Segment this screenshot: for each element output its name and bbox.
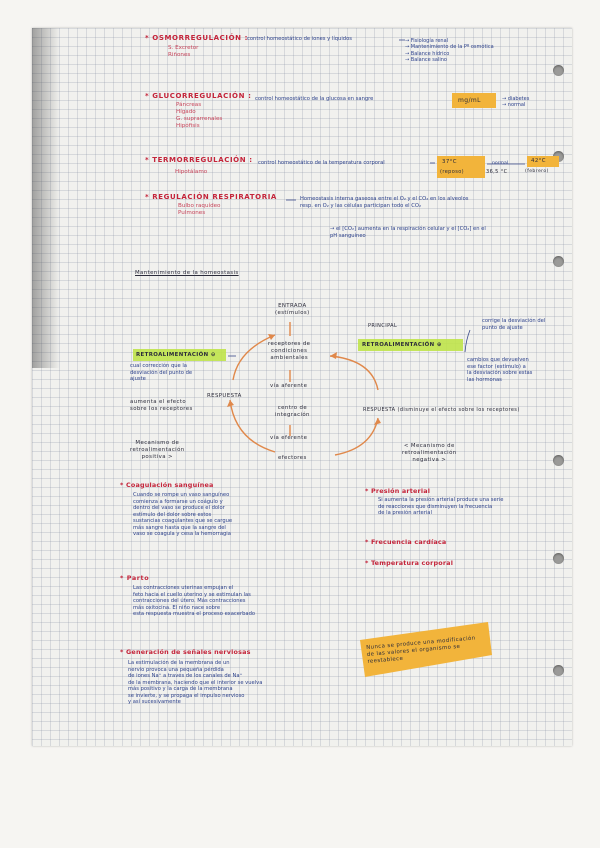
- diagram-efectores: efectores: [278, 455, 307, 461]
- termo-box2-note: (febrero): [525, 169, 549, 174]
- mantenimiento-title: Mantenimiento de la homeostasis: [135, 270, 239, 276]
- gluco-organs: Páncreas Hígado G. suprarrenales Hipófisis: [176, 102, 223, 129]
- gluco-desc: control homeostático de la glucosa en sangre: [255, 96, 374, 102]
- diagram-via-eferente: vía eferente: [270, 435, 308, 441]
- coagulacion-title: * Coagulación sanguínea: [120, 481, 214, 489]
- termo-arrow-label: normal: [492, 161, 509, 166]
- gluco-box-value: mg/mL: [458, 97, 481, 104]
- diagram-retro-pos: RETROALIMENTACIÓN ⊕: [362, 342, 442, 348]
- termo-box3-value: 42°C: [531, 158, 546, 164]
- termo-desc: control homeostático de la temperatura corporal: [258, 160, 385, 166]
- diagram-centro: centro de integración: [275, 405, 310, 418]
- termo-title: * TERMORREGULACIÓN :: [145, 156, 253, 164]
- diagram-receptores: receptores de condiciones ambientales: [268, 341, 311, 361]
- senales-body: La estimulación de la membrana de un nervio provoca una pequeña pérdida de iones Na⁺ a través de los canales de Na⁺ de la membrana, haciendo que el interior se vuelva más positivo y la carga de la membrana se invierte, y se propaga el impulso nervioso y así sucesivamente: [128, 660, 263, 705]
- gluco-title: * GLUCORREGULACIÓN :: [145, 92, 252, 100]
- diagram-retro-neg-desc: cual corrección que la desviación del punto de ajuste: [130, 363, 193, 382]
- diagram-entrada: ENTRADA (estímulos): [275, 303, 310, 316]
- parto-title: * Parto: [120, 574, 150, 582]
- respi-title: * REGULACIÓN RESPIRATORIA: [145, 193, 277, 201]
- diagram-principal: PRINCIPAL: [368, 323, 398, 329]
- diagram-corrige: corrige la desviación del punto de ajuste: [482, 318, 546, 331]
- termo-box2-range: 36,5 °C: [486, 169, 508, 175]
- diagram-meca-neg: < Mecanismo de retroalimentación negativa >: [402, 443, 457, 463]
- diagram-cambios: cambios que devuelven ese factor (estímulo) a la desviación sobre estas las hormonas: [467, 357, 533, 383]
- parto-body: Las contracciones uterinas empujan el feto hacia el cuello uterino y se estimulan las contracciones del útero. Más contracciones más oxitocina. El niño nace sobre esta respuesta muestra el proceso exacerbado: [133, 585, 256, 617]
- osmo-title: * OSMORREGULACIÓN :: [145, 34, 249, 42]
- diagram-via-aferente: vía aferente: [270, 383, 308, 389]
- osmo-organs: S. Excretor Riñones: [168, 45, 199, 58]
- frecuencia-title: * Frecuencia cardíaca: [365, 538, 447, 546]
- presion-body: Si aumenta la presión arterial produce una serie de reacciones que disminuyen la frecuencia de la presión arterial: [378, 497, 504, 516]
- presion-title: * Presión arterial: [365, 487, 431, 495]
- termo-organ: Hipotálamo: [175, 169, 208, 175]
- diagram-respuesta-right: RESPUESTA (disminuye el efecto sobre los receptores): [363, 407, 520, 413]
- gluco-right: → diabetes → normal: [502, 96, 530, 109]
- respi-desc: Homeostasis interna gaseosa entre el O₂ y el CO₂ en los alveolos resp. en O₂ y las células participan todo el CO₂: [300, 196, 469, 209]
- osmo-desc: control homeostático de iones y líquidos: [247, 36, 352, 42]
- conclusion-text: Nunca se produce una modificación de las valores el organismo se reestablece: [366, 635, 476, 665]
- osmo-list: → Fisiología renal → Mantenimiento de la Pº osmótica → Balance hídrico → Balance salino: [405, 38, 494, 63]
- respi-organs: Bulbo raquídeo Pulmones: [178, 203, 221, 216]
- coagulacion-body: Cuando se rompe un vaso sanguíneo comienza a formarse un coágulo y dentro del vaso se produce el dolor estímulo del dolor sobre estos sustancias coagulantes que se cargue más sangre hasta que la sangre del vaso se coagula y cesa la hemorragia: [133, 492, 233, 537]
- termo-box1-note: (reposo): [440, 169, 465, 175]
- termo-box1-value: 37°C: [442, 159, 457, 165]
- respi-arrow-note: → el [CO₂] aumenta en la respiración celular y el [CO₂] en el pH sanguíneo: [330, 226, 486, 239]
- temperatura-title: * Temperatura corporal: [365, 559, 454, 567]
- diagram-aumenta: aumenta el efecto sobre los receptores: [130, 399, 193, 412]
- diagram-respuesta-left: RESPUESTA: [207, 393, 242, 399]
- diagram-retro-neg: RETROALIMENTACIÓN ⊖: [136, 352, 216, 358]
- diagram-meca-pos: Mecanismo de retroalimentación positiva >: [130, 440, 185, 460]
- senales-title: * Generación de señales nerviosas: [120, 648, 251, 656]
